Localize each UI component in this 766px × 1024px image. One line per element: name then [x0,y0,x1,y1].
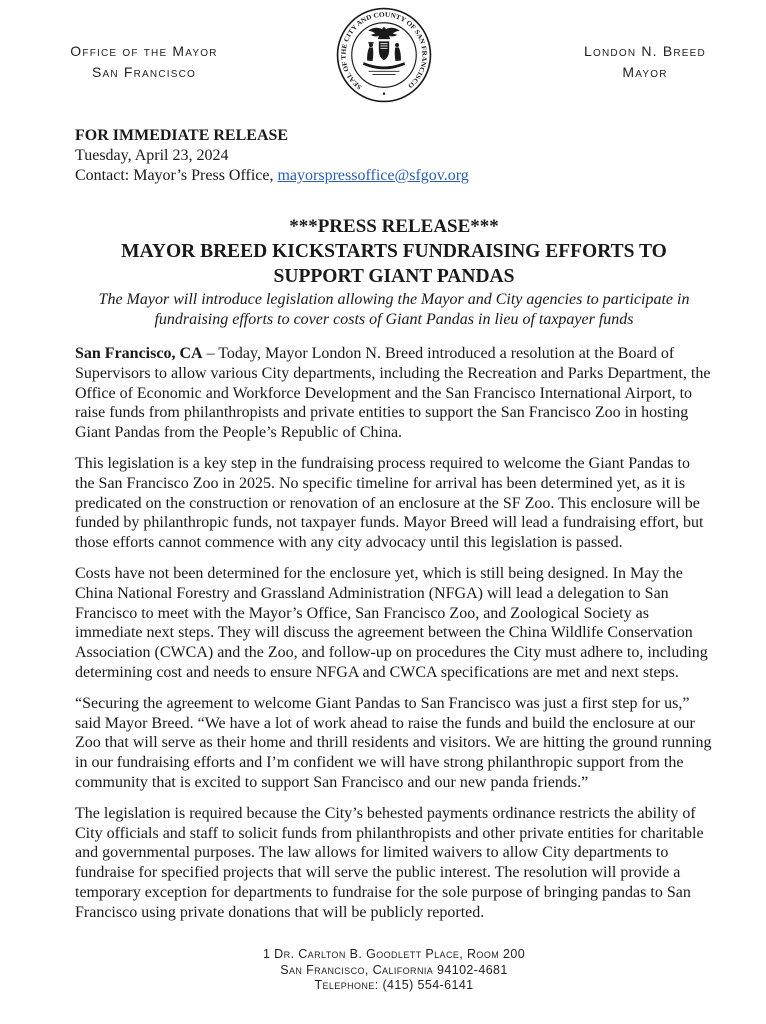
seal-ring-text: SEAL OF THE CITY AND COUNTY OF SAN FRANCISCO [340,11,428,91]
paragraph-4-quote: “Securing the agreement to welcome Giant Pandas to San Francisco was just a first step for us,” said Mayor Breed. “We have a lot of work ahead to raise the funds and build the enclosure at our Zoo that will serve as their home and thrill residents and visitors. We are hitting the ground running in our fundraising efforts and I’m confident we will have strong philanthropic support from the community that is excited to support San Francisco and our new panda friends.” [75,694,712,791]
seal-miner-body [367,47,373,61]
paragraph-5: The legislation is required because the City’s behested payments ordinance restricts the ability of City officials and staff to solicit funds from philanthropists and other private entities for charitable and governmental purposes. The law allows for limited waivers to allow City departments to fundraise for specified projects that will serve the public interest. The resolution will provide a temporary exception for departments to fundraise for the sole purpose of bringing pandas to San Francisco using private donations that will be publicly reported. [75,804,704,921]
header-mayor-title: Mayor [622,64,668,80]
press-office-email-link[interactable]: mayorspressoffice@sfgov.org [277,167,469,184]
footer-address-line: 1 Dr. Carlton B. Goodlett Place, Room 200 [262,947,526,961]
release-date: Tuesday, April 23, 2024 [75,147,229,164]
contact-prefix: Contact: Mayor’s Press Office, [75,167,278,184]
paragraph-3: Costs have not been determined for the enclosure yet, which is still being designed. In May the China National Forestry and Grassland Administration (NFGA) will lead a delegation to San Francisco to meet with the Mayor’s Office, San Francisco Zoo, and Zoological Society as immediate next steps. They will discuss the agreement between the China Wildlife Conservation Association (CWCA) and the Zoo, and follow-up on procedures the City must adhere to, including determining cost and needs to ensure NFGA and CWCA specifications are met and next steps. [75,564,708,681]
seal-eagle [368,27,399,39]
release-info [75,126,713,186]
header-office-line1: Office of the Mayor [70,43,218,59]
footer-city-line: San Francisco, California 94102-4681 [280,962,508,977]
seal-sailor-head [395,43,399,47]
subheadline: The Mayor will introduce legislation allowing the Mayor and City agencies to participate in fundraising efforts to cover costs of Giant Pandas in lieu of taxpayer funds [98,291,690,328]
document-body [75,126,713,923]
seal-bottom-dot [383,92,385,94]
seal-ground [363,62,405,69]
paragraph-1-text: – Today, Mayor London N. Breed introduced a resolution at the Board of Supervisors to allow various City departments, including the Recreation and Parks Department, the Office of Economic and Workforce Development and the San Francisco International Airport, to raise funds from philanthropists and private entities to support the San Francisco Zoo in hosting Giant Pandas from the People’s Republic of China. [75,345,711,442]
paragraph-1 [75,344,713,443]
title-block [75,214,713,330]
footer-telephone-line: Telephone: (415) 554-6141 [314,978,474,992]
seal-banner-lines [369,71,400,74]
seal-shield [379,41,389,60]
for-immediate-release-label: FOR IMMEDIATE RELEASE [75,127,289,144]
seal-miner-head [369,43,373,47]
headline: MAYOR BREED KICKSTARTS FUNDRAISING EFFORTS TO SUPPORT GIANT PANDAS [121,241,667,287]
paragraph-2: This legislation is a key step in the fundraising process required to welcome the Giant Pandas to the San Francisco Zoo in 2025. No specific timeline for arrival has been determined yet, as it is predicated on the construction or renovation of an enclosure at the SF Zoo. This enclosure will be funded by philanthropic funds, not taxpayer funds. Mayor Breed will lead a fundraising effort, but those efforts cannot commence with any city advocacy until this legislation is passed. [75,454,704,552]
footer-address-block [75,947,713,994]
seal-sailor-body [395,47,401,61]
header-mayor-block [560,41,730,83]
sf-city-seal-icon [336,7,432,103]
header-office-block [48,41,240,83]
contact-line [75,166,713,186]
header-office-line2: San Francisco [91,64,197,80]
dateline: San Francisco, CA [75,345,203,362]
header-mayor-name: London N. Breed [584,43,706,59]
press-release-label: ***PRESS RELEASE*** [289,216,499,237]
